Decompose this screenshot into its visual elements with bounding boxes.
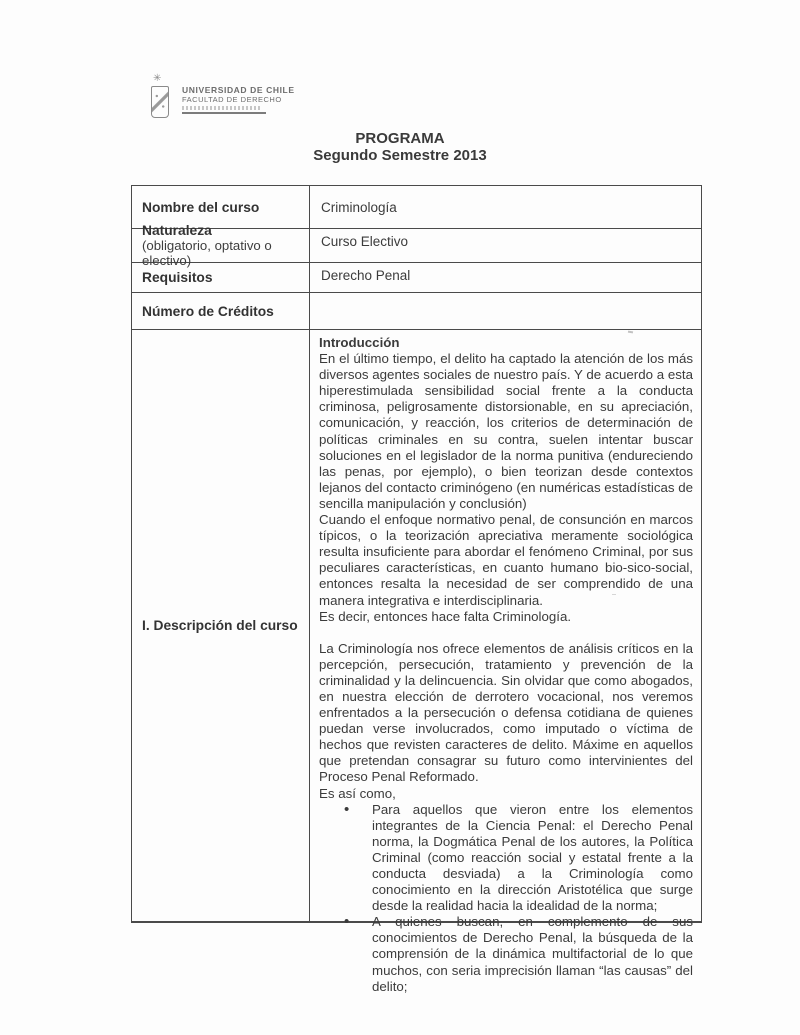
description-paragraph: Cuando el enfoque normativo penal, de consunción en marcos típicos, o la teorización apreciativa meramente sociológica resulta insuficiente para abordar el fenómeno Criminal, por sus peculiares características, en cuanto humano bio-sico-social, entonces resalta la necesidad de ser comprendido de una manera integrativa e interdisciplinaria. [319,512,693,608]
bullet-item: • A quienes buscan, en complemento de sus conocimientos de Derecho Penal, la búsqueda de la comprensión de la dinámica multifactorial de lo que muchos, con seria imprecisión llaman “las causas” del delito; [319,914,693,994]
row-label-cell [132,293,310,329]
university-letterhead [150,74,295,120]
nature-label: Naturaleza [142,223,212,238]
requirements-value: Derecho Penal [321,268,411,283]
table-row [132,330,701,994]
crest-shield-icon [151,86,169,118]
nature-value: Curso Electivo [321,234,409,249]
crest-ornament-icon: ✳ [153,73,162,84]
description-bullet-list [319,802,693,995]
table-row [132,293,701,330]
university-name: UNIVERSIDAD DE CHILE [182,85,295,95]
scan-artifact [612,594,616,595]
program-table [131,185,702,994]
bullet-item: • Para aquellos que vieron entre los elementos integrantes de la Ciencia Penal: el Derecho Penal norma, la Dogmática Penal de los autores, la Política Criminal (como reacción social y estatal frente a la conducta desviada) a la Criminología como conocimiento en la dirección Aristotélica que surge desde la realidad hacia la idealidad de la norma; [319,802,693,915]
university-crest-icon [150,74,172,120]
row-label-cell [132,330,310,921]
requirements-label: Requisitos [142,270,213,285]
row-label-cell [132,263,310,292]
credits-label: Número de Créditos [142,303,274,319]
description-paragraph: La Criminología nos ofrece elementos de análisis críticos en la percepción, persecución, tratamiento y prevención de la criminalidad y la delincuencia. Sin olvidar que como abogados, en nuestra elección de derrotero vocacional, nos veremos enfrentados a la persecución o defensa cotidiana de quienes puedan verse involucrados, como imputado o víctima de hechos que revisten caracteres de delito. Máxime en aquellos que pretendan consagrar su futuro como intervinientes del Proceso Penal Reformado. [319,640,693,785]
description-paragraph: En el último tiempo, el delito ha captado la atención de los más diversos agentes sociales de nuestro país. Y de acuerdo a esta hiperestimulada sensibilidad social frente a la conducta criminosa, peligrosamente distorsionable, en su apreciación, comunicación, y reacción, los criterios de determinación de políticas criminales en su contra, suelen intentar buscar soluciones en el legislador de la norma punitiva (endureciendo las penas, por ejemplo), o bien teorizan desde contextos lejanos del contacto criminógeno (en numéricas estadísticas de sencilla manipulación y conclusión) [319,351,693,511]
description-paragraph: Es decir, entonces hace falta Criminología. [319,608,572,624]
row-label-cell [132,223,310,268]
course-name-label: Nombre del curso [142,199,260,215]
description-heading: Introducción [319,335,400,350]
course-name-value: Criminología [321,199,397,215]
description-cell [310,330,701,994]
row-label-cell [132,186,310,228]
faculty-name: FACULTAD DE DERECHO [182,95,282,104]
letterhead-rule [182,112,266,114]
page-subtitle: Segundo Semestre 2013 [313,147,487,164]
nature-label-subtext: (obligatorio, optativo o electivo) [142,238,272,268]
letterhead-text [182,74,295,120]
letterhead-fine-print [182,106,260,110]
document-title-block [0,130,800,164]
description-section-label: I. Descripción del curso [142,618,298,633]
description-paragraph: Es así como, [319,785,396,801]
row-value-cell [310,263,701,292]
table-row [132,263,701,293]
page-title: PROGRAMA [355,130,445,147]
row-value-cell [310,293,701,329]
row-value-cell [310,229,701,262]
row-value-cell [310,186,701,228]
table-row [132,223,701,268]
